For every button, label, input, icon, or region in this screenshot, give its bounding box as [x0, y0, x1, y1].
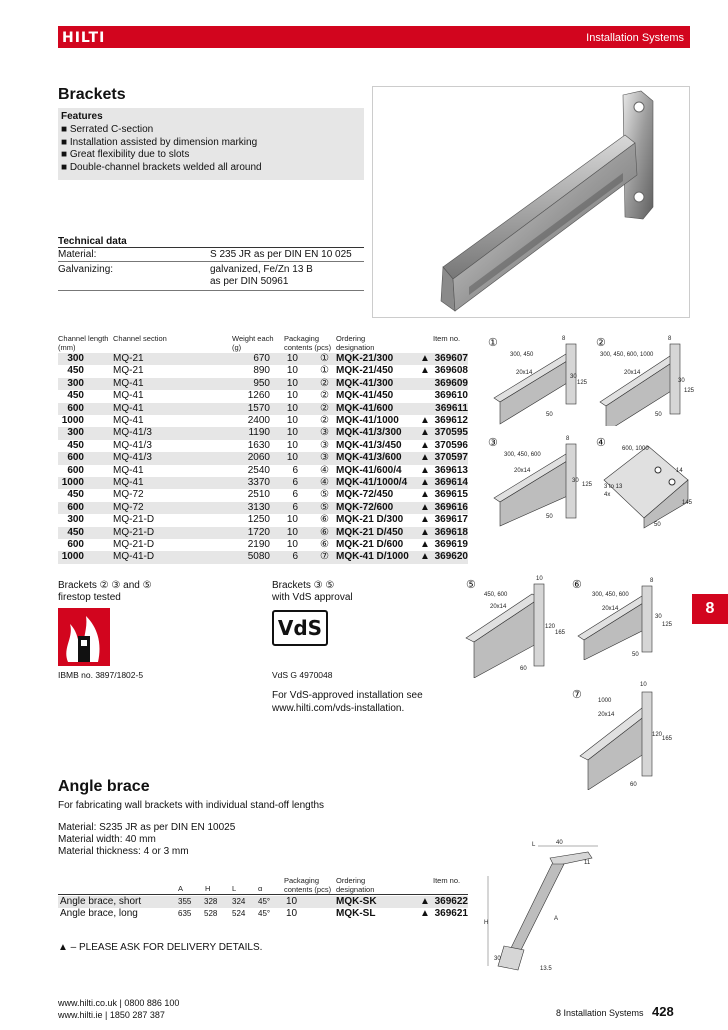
- figure-2-dim: 20x14: [624, 370, 641, 376]
- col-l-header: L: [232, 884, 237, 893]
- figure-5-dim: 60: [520, 666, 527, 672]
- table-cell-item: 369620: [434, 551, 468, 563]
- table-cell-item: 369617: [434, 514, 468, 526]
- table-cell-pk: 6: [292, 501, 298, 513]
- angle-fig-dim: H: [484, 920, 489, 926]
- table-cell-wt: 3370: [247, 477, 270, 488]
- table-cell-item: 370596: [434, 439, 468, 451]
- table-row: [58, 465, 468, 477]
- table-cell-item: 369608: [434, 365, 468, 377]
- figure-5-number: ⑤: [466, 579, 476, 591]
- table-cell-sec: MQ-41/3: [113, 439, 152, 451]
- hilti-logo: HILTI: [62, 30, 106, 46]
- table-cell-len: 450: [67, 526, 84, 538]
- table-cell-wt: 950: [253, 377, 270, 389]
- table-cell-item: 369610: [434, 390, 468, 402]
- table-cell-sec: MQ-41: [113, 377, 144, 389]
- brackets-title: Brackets: [58, 86, 126, 103]
- angle-fig-dim: 11: [584, 860, 591, 866]
- bracket-image: [373, 87, 691, 319]
- figure-4-dim: 3 to 13: [604, 484, 623, 490]
- table-cell-len: 1000: [61, 415, 84, 426]
- table-row: [58, 477, 468, 489]
- table-cell-item: 369619: [434, 539, 468, 550]
- table-row: [58, 378, 468, 390]
- table-cell-tri: ▲: [420, 464, 430, 476]
- table-cell-des: MQK-41/300: [336, 377, 394, 389]
- col-pk-header: Packaging contents (pcs): [284, 876, 332, 894]
- table-row: Angle brace, long 635 528 524 45° 10 MQK-SL ▲ 369621: [60, 908, 468, 919]
- table-cell-tri: ▲: [420, 452, 430, 464]
- table-row: [58, 452, 468, 464]
- table-cell-pk: 10: [286, 526, 298, 538]
- vds-logo: VdS: [272, 610, 328, 646]
- table-cell-pk: 10: [286, 402, 298, 414]
- figure-5-dim: 450, 600: [484, 592, 508, 598]
- figure-4-dim: 14: [676, 468, 683, 474]
- table-cell-des: MQK-41/3/300: [336, 427, 402, 439]
- table-cell-wt: 5080: [247, 551, 270, 563]
- figure-1-dim: 8: [562, 336, 566, 342]
- figure-2-dim: 50: [655, 412, 662, 418]
- bracket-photo: [372, 86, 690, 318]
- table-cell-des: MQK-41/450: [336, 390, 394, 402]
- figure-5-dim: 165: [555, 630, 566, 636]
- vds-note-line2: www.hilti.com/vds-installation.: [272, 703, 405, 714]
- table-cell-len: 600: [67, 539, 84, 550]
- vds-subtitle: with VdS approval: [272, 592, 353, 603]
- table-cell-wt: 670: [253, 353, 270, 364]
- features-box: [58, 108, 364, 180]
- figure-1-drawing: [486, 336, 590, 426]
- figure-6-dim: 125: [662, 622, 673, 628]
- tech-galv-label: Galvanizing:: [58, 264, 114, 275]
- table-cell-len: 300: [67, 427, 84, 439]
- figure-1-dim: 30: [570, 374, 577, 380]
- table-cell-sec: MQ-41-D: [113, 551, 155, 563]
- figure-3-number: ③: [488, 437, 498, 449]
- table-cell-sym: ③: [320, 439, 329, 451]
- figure-4-dim: 600, 1000: [622, 446, 649, 452]
- table-row: [58, 365, 468, 377]
- table-cell-len: 1000: [61, 477, 84, 488]
- table-cell-sec: MQ-21-D: [113, 539, 155, 550]
- feature-item: ■ Double-channel brackets welded all around: [61, 161, 262, 173]
- figure-6-number: ⑥: [572, 579, 582, 591]
- table-cell-des: MQK-41 D/1000: [336, 551, 409, 563]
- figure-7-dim: 165: [662, 736, 673, 742]
- figure-3-dim: 8: [566, 436, 570, 442]
- table-cell-wt: 2400: [247, 415, 270, 426]
- table-cell-wt: 1720: [247, 526, 270, 538]
- table-cell-item: 370597: [434, 452, 468, 464]
- table-cell-sym: ⑥: [320, 539, 329, 550]
- angle-spec-material: Material: S235 JR as per DIN EN 10025: [58, 822, 236, 833]
- table-cell-wt: 1630: [247, 439, 270, 451]
- chapter-tab[interactable]: 8: [692, 594, 728, 624]
- figure-4-dim: 145: [682, 500, 693, 506]
- table-cell-sym: ②: [320, 390, 329, 402]
- table-cell-pk: 10: [286, 439, 298, 451]
- divider: [58, 247, 364, 248]
- col-h-header: H: [205, 884, 211, 893]
- table-cell-item: 369613: [434, 464, 468, 476]
- features-title: Features: [61, 111, 103, 122]
- table-cell-len: 450: [67, 390, 84, 402]
- feature-item: ■ Great flexibility due to slots: [61, 149, 190, 160]
- table-cell-sym: ⑦: [320, 551, 329, 563]
- table-cell-tri: ▲: [420, 415, 430, 426]
- table-cell-wt: 1250: [247, 514, 270, 526]
- table-cell-tri: ▲: [420, 526, 430, 538]
- table-cell-wt: 2190: [247, 539, 270, 550]
- col-packaging-header: Packaging contents (pcs): [284, 334, 332, 352]
- table-cell-sec: MQ-21: [113, 353, 144, 364]
- table-cell-sec: MQ-72: [113, 501, 144, 513]
- table-cell-pk: 6: [292, 477, 298, 488]
- table-cell-item: 369612: [434, 415, 468, 426]
- tech-material-label: Material:: [58, 249, 97, 260]
- divider: [58, 894, 468, 895]
- table-cell-des: MQK-41/3/600: [336, 452, 402, 464]
- table-cell-sec: MQ-41: [113, 415, 144, 426]
- col-item-header: Item no.: [433, 334, 461, 343]
- ibmb-logo: [58, 608, 110, 666]
- table-cell-tri: ▲: [420, 439, 430, 451]
- delivery-notice: ▲ – PLEASE ASK FOR DELIVERY DETAILS.: [58, 942, 263, 953]
- angle-brace-subtitle: For fabricating wall brackets with individual stand-off lengths: [58, 800, 325, 811]
- table-cell-pk: 10: [286, 415, 298, 426]
- table-cell-sec: MQ-41/3: [113, 427, 152, 439]
- figure-1-number: ①: [488, 337, 498, 349]
- table-cell-wt: 890: [253, 365, 270, 377]
- footer-section: 8 Installation Systems: [556, 1008, 644, 1018]
- table-cell-tri: ▲: [420, 514, 430, 526]
- tech-material-value: S 235 JR as per DIN EN 10 025: [210, 249, 352, 260]
- table-cell-len: 600: [67, 464, 84, 476]
- table-cell-pk: 10: [286, 390, 298, 402]
- table-cell-item: 369616: [434, 501, 468, 513]
- table-cell-des: MQK-21 D/300: [336, 514, 404, 526]
- table-cell-sym: ⑤: [320, 489, 329, 501]
- table-row: [58, 514, 468, 526]
- table-cell-sec: MQ-72: [113, 489, 144, 501]
- table-cell-des: MQK-21 D/450: [336, 526, 404, 538]
- table-cell-pk: 10: [286, 452, 298, 464]
- table-cell-des: MQK-72/450: [336, 489, 394, 501]
- tech-galv-value2: as per DIN 50961: [210, 276, 289, 287]
- figure-1-dim: 300, 450: [510, 352, 534, 358]
- table-cell-pk: 10: [286, 353, 298, 364]
- table-cell-sym: ⑥: [320, 526, 329, 538]
- figure-2-dim: 125: [684, 388, 695, 394]
- figure-2-dim: 8: [668, 336, 672, 342]
- table-cell-sym: ②: [320, 377, 329, 389]
- table-row: [58, 527, 468, 539]
- figure-6-dim: 8: [650, 578, 654, 584]
- table-cell-wt: 3130: [247, 501, 270, 513]
- col-a-header: A: [178, 884, 184, 893]
- table-cell-pk: 10: [286, 514, 298, 526]
- ibmb-number: IBMB no. 3897/1802-5: [58, 670, 144, 680]
- table-cell-sym: ⑤: [320, 501, 329, 513]
- table-cell-tri: ▲: [420, 353, 430, 364]
- figure-5-dim: 120: [545, 624, 556, 630]
- angle-brace-drawing: [478, 836, 608, 976]
- divider: [58, 261, 364, 262]
- figure-5-dim: 20x14: [490, 604, 507, 610]
- footer-contact-ie[interactable]: www.hilti.ie | 1850 287 387: [58, 1010, 165, 1020]
- figure-3-dim: 30: [572, 478, 579, 484]
- table-row: [58, 403, 468, 415]
- table-cell-tri: ▲: [420, 365, 430, 377]
- col-section-header: Channel section: [113, 334, 167, 343]
- figure-7-dim: 20x14: [598, 712, 615, 718]
- figure-1-dim: 20x14: [516, 370, 533, 376]
- angle-fig-dim: L: [532, 842, 536, 848]
- col-ordering-header: Ordering designation: [336, 334, 375, 352]
- table-cell-des: MQK-72/600: [336, 501, 394, 513]
- table-cell-sym: ③: [320, 427, 329, 439]
- table-cell-wt: 1570: [247, 402, 270, 414]
- figure-6-dim: 30: [655, 614, 662, 620]
- table-row: [58, 390, 468, 402]
- angle-brace-title: Angle brace: [58, 778, 150, 795]
- figure-2-dim: 300, 450, 600, 1000: [600, 352, 654, 358]
- table-cell-item: 370595: [434, 427, 468, 439]
- figure-1-dim: 125: [577, 380, 588, 386]
- table-cell-pk: 10: [286, 365, 298, 377]
- table-cell-sym: ②: [320, 415, 329, 426]
- table-cell-des: MQK-41/600: [336, 402, 394, 414]
- table-cell-des: MQK-41/3/450: [336, 439, 402, 451]
- angle-fig-dim: 40: [556, 840, 563, 846]
- figure-6-dim: 300, 450, 600: [592, 592, 629, 598]
- figure-7-dim: 1000: [598, 698, 612, 704]
- table-cell-item: 369614: [434, 477, 468, 488]
- figure-7-drawing: [574, 686, 674, 790]
- figure-4-dim: 50: [654, 522, 661, 528]
- figure-3-dim: 300, 450, 600: [504, 452, 541, 458]
- figure-6-dim: 20x14: [602, 606, 619, 612]
- table-cell-tri: ▲: [420, 477, 430, 488]
- figure-1-dim: 50: [546, 412, 553, 418]
- col-ord-header: Ordering designation: [336, 876, 375, 894]
- table-cell-sym: ④: [320, 464, 329, 476]
- figure-2-drawing: [594, 336, 690, 426]
- table-cell-tri: ▲: [420, 501, 430, 513]
- table-cell-sym: ①: [320, 353, 329, 364]
- table-cell-sym: ③: [320, 452, 329, 464]
- table-cell-sym: ⑥: [320, 514, 329, 526]
- table-row: [58, 551, 468, 563]
- table-cell-des: MQK-21/450: [336, 365, 394, 377]
- table-cell-len: 450: [67, 439, 84, 451]
- tech-galv-value: galvanized, Fe/Zn 13 B: [210, 264, 313, 275]
- table-cell-wt: 2540: [247, 464, 270, 476]
- table-cell-des: MQK-21/300: [336, 353, 394, 364]
- table-cell-des: MQK-41/1000: [336, 415, 399, 426]
- table-cell-len: 300: [67, 353, 84, 364]
- figure-2-number: ②: [596, 337, 606, 349]
- table-cell-sec: MQ-21-D: [113, 526, 155, 538]
- figure-5-dim: 10: [536, 576, 543, 582]
- table-cell-pk: 10: [286, 539, 298, 550]
- table-cell-sec: MQ-41: [113, 390, 144, 402]
- figure-3-dim: 20x14: [514, 468, 531, 474]
- col-alpha-header: α: [258, 884, 263, 893]
- tech-title: Technical data: [58, 236, 127, 247]
- table-cell-pk: 10: [286, 377, 298, 389]
- divider: [58, 290, 364, 291]
- table-cell-wt: 2060: [247, 452, 270, 464]
- angle-fig-dim: 13.5: [540, 966, 552, 972]
- table-row: [58, 539, 468, 551]
- table-cell-des: MQK-21 D/600: [336, 539, 404, 550]
- figure-6-dim: 50: [632, 652, 639, 658]
- figure-3-dim: 50: [546, 514, 553, 520]
- figure-7-dim: 120: [652, 732, 663, 738]
- table-cell-sym: ①: [320, 365, 329, 377]
- figure-2-dim: 30: [678, 378, 685, 384]
- figure-7-dim: 60: [630, 782, 637, 788]
- table-cell-des: MQK-41/1000/4: [336, 477, 408, 488]
- table-cell-len: 1000: [61, 551, 84, 563]
- table-cell-tri: ▲: [420, 539, 430, 550]
- table-cell-len: 600: [67, 402, 84, 414]
- table-cell-sec: MQ-21: [113, 365, 144, 377]
- col-weight-header: Weight each (g): [232, 334, 274, 352]
- table-cell-pk: 6: [292, 551, 298, 563]
- feature-item: ■ Installation assisted by dimension marking: [61, 136, 258, 148]
- table-cell-item: 369615: [434, 489, 468, 501]
- col-length-header: Channel length (mm): [58, 334, 109, 352]
- table-cell-wt: 1190: [248, 427, 270, 439]
- table-cell-item: 369607: [434, 353, 468, 364]
- angle-fig-dim: A: [554, 916, 559, 922]
- firestop-subtitle: firestop tested: [58, 592, 121, 603]
- figure-7-number: ⑦: [572, 689, 582, 701]
- table-cell-sec: MQ-41: [113, 464, 144, 476]
- table-cell-pk: 6: [292, 464, 298, 476]
- table-cell-len: 600: [67, 452, 84, 464]
- table-cell-pk: 10: [286, 427, 298, 439]
- table-cell-item: 369609: [434, 377, 468, 389]
- table-cell-sec: MQ-41/3: [113, 452, 152, 464]
- table-row: [58, 440, 468, 452]
- table-row: [58, 353, 468, 365]
- figure-4-number: ④: [596, 437, 606, 449]
- page-number: 428: [652, 1004, 674, 1019]
- figure-3-dim: 125: [582, 482, 593, 488]
- table-row: [58, 489, 468, 501]
- table-cell-tri: ▲: [420, 489, 430, 501]
- feature-item: ■ Serrated C-section: [61, 124, 154, 135]
- firestop-title: Brackets ② ③ and ⑤: [58, 580, 152, 591]
- header-section-title: Installation Systems: [586, 32, 684, 44]
- features-list: [61, 124, 262, 174]
- table-cell-sym: ②: [320, 402, 329, 414]
- angle-spec-thickness: Material thickness: 4 or 3 mm: [58, 846, 189, 857]
- table-row: [58, 502, 468, 514]
- col-item-header: Item no.: [433, 876, 461, 885]
- table-cell-len: 300: [67, 514, 84, 526]
- angle-fig-dim: 30: [494, 956, 501, 962]
- table-cell-tri: ▲: [420, 427, 430, 439]
- figure-7-dim: 10: [640, 682, 647, 688]
- table-cell-len: 300: [67, 377, 84, 389]
- table-cell-sec: MQ-41: [113, 402, 144, 414]
- table-cell-pk: 6: [292, 489, 298, 501]
- footer-contact-uk[interactable]: www.hilti.co.uk | 0800 886 100: [58, 998, 180, 1008]
- table-cell-len: 600: [67, 501, 84, 513]
- vds-note-line1: For VdS-approved installation see: [272, 690, 423, 701]
- table-cell-wt: 2510: [247, 489, 270, 501]
- table-row: [58, 427, 468, 439]
- table-cell-des: MQK-41/600/4: [336, 464, 402, 476]
- figure-4-dim: 4x: [604, 492, 611, 498]
- table-cell-tri: ▲: [420, 551, 430, 563]
- table-cell-wt: 1260: [247, 390, 270, 402]
- table-row: Angle brace, short 355 328 324 45° 10 MQK-SK ▲ 369622: [60, 896, 468, 907]
- table-cell-len: 450: [67, 365, 84, 377]
- table-cell-sec: MQ-21-D: [113, 514, 155, 526]
- table-cell-sec: MQ-41: [113, 477, 144, 488]
- table-row: [58, 415, 468, 427]
- vds-title: Brackets ③ ⑤: [272, 580, 335, 591]
- table-cell-sym: ④: [320, 477, 329, 488]
- table-cell-len: 450: [67, 489, 84, 501]
- table-cell-item: 369611: [435, 402, 468, 414]
- table-cell-item: 369618: [434, 526, 468, 538]
- angle-spec-width: Material width: 40 mm: [58, 834, 156, 845]
- vds-number: VdS G 4970048: [272, 670, 333, 680]
